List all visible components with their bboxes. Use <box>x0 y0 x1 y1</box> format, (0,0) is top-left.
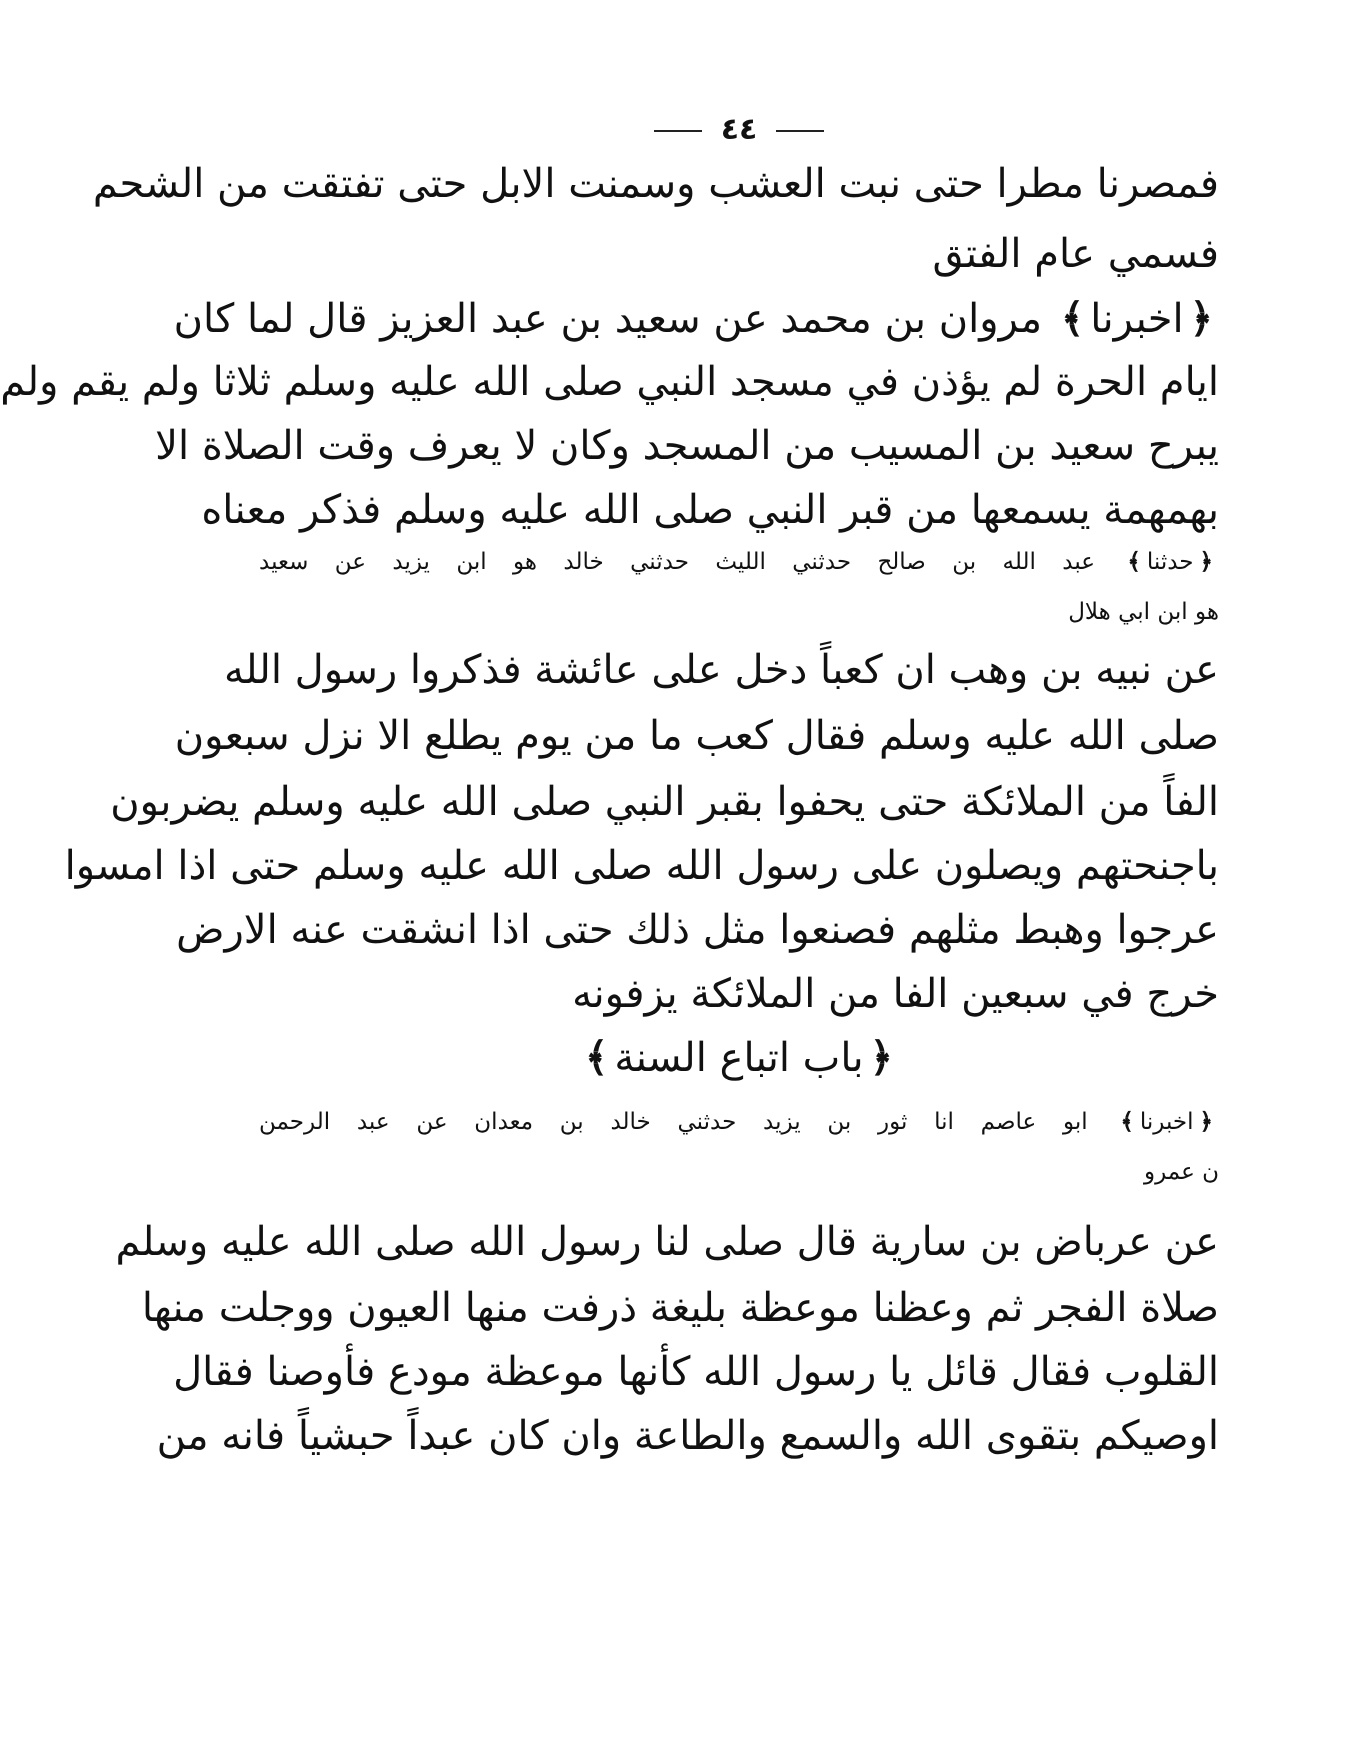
text-line <box>92 152 1219 216</box>
text-line <box>64 834 1219 898</box>
narration-line <box>173 287 1219 351</box>
ornament-bracket-open: ﴿ <box>1189 295 1213 342</box>
isnad-line <box>259 592 1219 632</box>
line-text: عن عرباض بن سارية قال صلى لنا رسول الله صلى الله عليه وسلم <box>115 1219 1219 1265</box>
isnad-line <box>259 1152 1219 1192</box>
narration-label: اخبرنا <box>1090 296 1184 342</box>
isnad-line <box>259 542 1219 582</box>
line-text: يبرح سعيد بن المسيب من المسجد وكان لا يعرف وقت الصلاة الا <box>155 423 1219 469</box>
line-text: صلاة الفجر ثم وعظنا موعظة بليغة ذرفت منها العيون ووجلت منها <box>141 1285 1219 1331</box>
chapter-heading <box>259 1026 1219 1090</box>
ornament-bracket-open: ﴿ <box>869 1034 894 1081</box>
line-text: الفاً من الملائكة حتى يحفوا بقبر النبي صلى الله عليه وسلم يضربون <box>110 779 1219 825</box>
text-line <box>173 1340 1219 1404</box>
line-text: ابو عاصم انا ثور بن يزيد حدثني خالد بن معدان عن عبد الرحمن <box>259 1109 1088 1135</box>
line-text: ايام الحرة لم يؤذن في مسجد النبي صلى الله عليه وسلم ثلاثا ولم يقم ولم <box>0 359 1219 405</box>
text-line <box>110 770 1219 834</box>
line-text: باجنحتهم ويصلون على رسول الله صلى الله عليه وسلم حتى اذا امسوا <box>64 843 1219 889</box>
line-text: عن نبيه بن وهب ان كعباً دخل على عائشة فذكروا رسول الله <box>223 647 1219 693</box>
narration-label: اخبرنا <box>1139 1109 1194 1135</box>
line-text: عبد الله بن صالح حدثني الليث حدثني خالد هو ابن يزيد عن سعيد <box>259 549 1095 575</box>
text-line <box>155 414 1219 478</box>
ornament-bracket-open: ﴿ <box>1199 1108 1214 1135</box>
ornament-bracket-close: ﴾ <box>1127 548 1141 575</box>
line-text: فمصرنا مطرا حتى نبت العشب وسمنت الابل حتى تفتقت من الشحم <box>92 161 1219 207</box>
text-line <box>174 704 1219 768</box>
ornament-bracket-close: ﴾ <box>1120 1108 1134 1135</box>
page-number-right-dash <box>776 130 824 132</box>
text-line <box>156 1404 1219 1468</box>
text-line <box>259 222 1219 286</box>
chapter-heading-text: باب اتباع السنة <box>614 1035 864 1081</box>
ornament-bracket-close: ﴾ <box>1060 295 1085 342</box>
text-line <box>201 478 1219 542</box>
narration-label: حدثنا <box>1146 549 1194 575</box>
text-line <box>259 962 1219 1026</box>
text-line <box>176 898 1219 962</box>
text-line <box>141 1276 1219 1340</box>
line-text: بهمهمة يسمعها من قبر النبي صلى الله عليه وسلم فذكر معناه <box>201 487 1219 533</box>
line-text: هو ابن ابي هلال <box>1068 599 1219 625</box>
line-text: فسمي عام الفتق <box>932 231 1219 277</box>
text-line <box>223 638 1219 702</box>
page-number-left-dash <box>654 130 702 132</box>
line-text: مروان بن محمد عن سعيد بن عبد العزيز قال لما كان <box>173 296 1043 342</box>
line-text: ن عمرو <box>1143 1159 1219 1185</box>
text-line <box>115 1210 1219 1274</box>
ornament-bracket-close: ﴾ <box>584 1034 609 1081</box>
page-number-header <box>119 112 1359 147</box>
ornament-bracket-open: ﴿ <box>1199 548 1213 575</box>
page-number: ٤٤ <box>720 112 758 147</box>
line-text: صلى الله عليه وسلم فقال كعب ما من يوم يطلع الا نزل سبعون <box>174 713 1219 759</box>
text-line <box>0 350 1219 414</box>
line-text: اوصيكم بتقوى الله والسمع والطاعة وان كان عبداً حبشياً فانه من <box>156 1413 1219 1459</box>
line-text: القلوب فقال قائل يا رسول الله كأنها موعظة مودع فأوصنا فقال <box>173 1349 1219 1395</box>
line-text: خرج في سبعين الفا من الملائكة يزفونه <box>572 971 1219 1017</box>
line-text: عرجوا وهبط مثلهم فصنعوا مثل ذلك حتى اذا انشقت عنه الارض <box>176 907 1219 953</box>
isnad-line <box>259 1102 1219 1142</box>
